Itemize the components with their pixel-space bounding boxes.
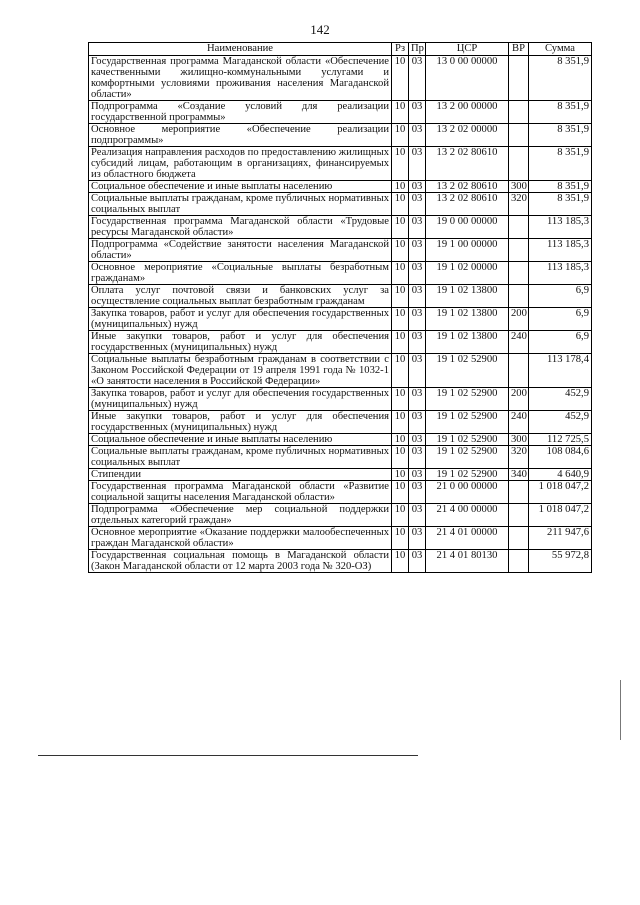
cell-pr: 03 bbox=[409, 308, 426, 331]
table-row bbox=[89, 446, 592, 469]
cell-pr: 03 bbox=[409, 354, 426, 388]
cell-pr: 03 bbox=[409, 147, 426, 181]
cell-pr: 03 bbox=[409, 331, 426, 354]
cell-csr: 19 1 02 52900 bbox=[426, 411, 509, 434]
cell-pr: 03 bbox=[409, 239, 426, 262]
cell-csr: 13 2 02 80610 bbox=[426, 181, 509, 193]
table-row bbox=[89, 469, 592, 481]
cell-name: Основное мероприятие «Обеспечение реализации подпрограммы» bbox=[89, 124, 392, 147]
cell-vr bbox=[509, 216, 529, 239]
cell-sum: 113 185,3 bbox=[529, 239, 592, 262]
cell-name: Подпрограмма «Содействие занятости населения Магаданской области» bbox=[89, 239, 392, 262]
cell-rz: 10 bbox=[392, 285, 409, 308]
header-pr: Пр bbox=[409, 43, 426, 56]
cell-csr: 13 2 00 00000 bbox=[426, 101, 509, 124]
cell-pr: 03 bbox=[409, 481, 426, 504]
cell-rz: 10 bbox=[392, 239, 409, 262]
cell-sum: 8 351,9 bbox=[529, 101, 592, 124]
cell-pr: 03 bbox=[409, 388, 426, 411]
cell-pr: 03 bbox=[409, 285, 426, 308]
table-row bbox=[89, 434, 592, 446]
cell-rz: 10 bbox=[392, 331, 409, 354]
cell-rz: 10 bbox=[392, 262, 409, 285]
cell-csr: 19 1 02 13800 bbox=[426, 331, 509, 354]
cell-name: Государственная программа Магаданской области «Развитие социальной защиты населения Магаданской области» bbox=[89, 481, 392, 504]
cell-pr: 03 bbox=[409, 550, 426, 573]
cell-name: Социальное обеспечение и иные выплаты населению bbox=[89, 181, 392, 193]
footer-divider bbox=[38, 755, 418, 756]
cell-name: Подпрограмма «Обеспечение мер социальной поддержки отдельных категорий граждан» bbox=[89, 504, 392, 527]
cell-csr: 19 1 02 13800 bbox=[426, 285, 509, 308]
cell-pr: 03 bbox=[409, 56, 426, 101]
cell-name: Государственная программа Магаданской области «Обеспечение качественными жилищно-коммунальными услугами и комфортными условиями проживания населения Магаданской области» bbox=[89, 56, 392, 101]
cell-vr: 320 bbox=[509, 193, 529, 216]
cell-vr bbox=[509, 56, 529, 101]
cell-sum: 8 351,9 bbox=[529, 193, 592, 216]
table-row bbox=[89, 147, 592, 181]
cell-sum: 6,9 bbox=[529, 308, 592, 331]
cell-vr bbox=[509, 101, 529, 124]
cell-rz: 10 bbox=[392, 388, 409, 411]
cell-vr: 200 bbox=[509, 388, 529, 411]
header-sum: Сумма bbox=[529, 43, 592, 56]
cell-name: Социальные выплаты гражданам, кроме публичных нормативных социальных выплат bbox=[89, 446, 392, 469]
cell-rz: 10 bbox=[392, 481, 409, 504]
cell-csr: 19 1 02 52900 bbox=[426, 354, 509, 388]
cell-sum: 113 185,3 bbox=[529, 216, 592, 239]
cell-sum: 8 351,9 bbox=[529, 147, 592, 181]
cell-name: Социальные выплаты гражданам, кроме публичных нормативных социальных выплат bbox=[89, 193, 392, 216]
cell-sum: 452,9 bbox=[529, 388, 592, 411]
cell-rz: 10 bbox=[392, 354, 409, 388]
cell-pr: 03 bbox=[409, 193, 426, 216]
cell-csr: 19 1 02 52900 bbox=[426, 469, 509, 481]
cell-pr: 03 bbox=[409, 124, 426, 147]
header-vr: ВР bbox=[509, 43, 529, 56]
cell-name: Социальные выплаты безработным гражданам в соответствии с Законом Российской Федерации от 19 апреля 1991 года № 1032-1 «О занятости населения в Российской Федерации» bbox=[89, 354, 392, 388]
table-header-row bbox=[89, 43, 592, 56]
cell-rz: 10 bbox=[392, 56, 409, 101]
cell-name: Государственная программа Магаданской области «Трудовые ресурсы Магаданской области» bbox=[89, 216, 392, 239]
cell-pr: 03 bbox=[409, 262, 426, 285]
cell-name: Закупка товаров, работ и услуг для обеспечения государственных (муниципальных) нужд bbox=[89, 308, 392, 331]
cell-name: Иные закупки товаров, работ и услуг для обеспечения государственных (муниципальных) нужд bbox=[89, 331, 392, 354]
cell-pr: 03 bbox=[409, 216, 426, 239]
cell-csr: 19 1 02 52900 bbox=[426, 434, 509, 446]
cell-vr bbox=[509, 147, 529, 181]
cell-vr: 200 bbox=[509, 308, 529, 331]
table-row bbox=[89, 239, 592, 262]
cell-vr: 340 bbox=[509, 469, 529, 481]
cell-rz: 10 bbox=[392, 434, 409, 446]
cell-csr: 19 1 02 00000 bbox=[426, 262, 509, 285]
cell-rz: 10 bbox=[392, 193, 409, 216]
cell-rz: 10 bbox=[392, 550, 409, 573]
table-row bbox=[89, 388, 592, 411]
table-row bbox=[89, 193, 592, 216]
cell-name: Закупка товаров, работ и услуг для обеспечения государственных (муниципальных) нужд bbox=[89, 388, 392, 411]
header-csr: ЦСР bbox=[426, 43, 509, 56]
table-row bbox=[89, 354, 592, 388]
cell-pr: 03 bbox=[409, 504, 426, 527]
cell-csr: 19 0 00 00000 bbox=[426, 216, 509, 239]
cell-vr bbox=[509, 527, 529, 550]
cell-csr: 21 4 01 00000 bbox=[426, 527, 509, 550]
table-body bbox=[89, 56, 592, 573]
cell-vr bbox=[509, 262, 529, 285]
budget-table bbox=[88, 42, 592, 573]
cell-csr: 13 0 00 00000 bbox=[426, 56, 509, 101]
cell-rz: 10 bbox=[392, 469, 409, 481]
cell-csr: 19 1 02 13800 bbox=[426, 308, 509, 331]
cell-sum: 8 351,9 bbox=[529, 124, 592, 147]
cell-vr bbox=[509, 124, 529, 147]
cell-rz: 10 bbox=[392, 527, 409, 550]
cell-sum: 55 972,8 bbox=[529, 550, 592, 573]
table-row bbox=[89, 550, 592, 573]
cell-vr: 240 bbox=[509, 411, 529, 434]
page-number: 142 bbox=[310, 22, 330, 37]
table-row bbox=[89, 285, 592, 308]
cell-pr: 03 bbox=[409, 181, 426, 193]
cell-sum: 4 640,9 bbox=[529, 469, 592, 481]
table-row bbox=[89, 56, 592, 101]
cell-sum: 452,9 bbox=[529, 411, 592, 434]
header-rz: Рз bbox=[392, 43, 409, 56]
table-row bbox=[89, 262, 592, 285]
cell-sum: 8 351,9 bbox=[529, 181, 592, 193]
table-row bbox=[89, 331, 592, 354]
cell-name: Иные закупки товаров, работ и услуг для обеспечения государственных (муниципальных) нужд bbox=[89, 411, 392, 434]
cell-pr: 03 bbox=[409, 446, 426, 469]
cell-rz: 10 bbox=[392, 446, 409, 469]
table-row bbox=[89, 181, 592, 193]
cell-sum: 1 018 047,2 bbox=[529, 504, 592, 527]
cell-pr: 03 bbox=[409, 434, 426, 446]
cell-name: Реализация направления расходов по предоставлению жилищных субсидий лицам, работающим в организациях, финансируемых из областного бюджета bbox=[89, 147, 392, 181]
table-row bbox=[89, 124, 592, 147]
cell-sum: 6,9 bbox=[529, 285, 592, 308]
cell-vr: 300 bbox=[509, 434, 529, 446]
margin-mark bbox=[620, 680, 621, 740]
table-row bbox=[89, 411, 592, 434]
cell-sum: 211 947,6 bbox=[529, 527, 592, 550]
table-row bbox=[89, 481, 592, 504]
cell-name: Социальное обеспечение и иные выплаты населению bbox=[89, 434, 392, 446]
cell-vr bbox=[509, 504, 529, 527]
cell-csr: 19 1 00 00000 bbox=[426, 239, 509, 262]
table-row bbox=[89, 101, 592, 124]
cell-name: Оплата услуг почтовой связи и банковских услуг за осуществление социальных выплат безработным гражданам bbox=[89, 285, 392, 308]
cell-vr: 300 bbox=[509, 181, 529, 193]
cell-csr: 13 2 02 80610 bbox=[426, 193, 509, 216]
cell-rz: 10 bbox=[392, 308, 409, 331]
cell-csr: 13 2 02 00000 bbox=[426, 124, 509, 147]
cell-sum: 8 351,9 bbox=[529, 56, 592, 101]
cell-csr: 13 2 02 80610 bbox=[426, 147, 509, 181]
cell-vr: 320 bbox=[509, 446, 529, 469]
cell-csr: 21 4 00 00000 bbox=[426, 504, 509, 527]
table-row bbox=[89, 527, 592, 550]
cell-rz: 10 bbox=[392, 147, 409, 181]
cell-vr bbox=[509, 481, 529, 504]
cell-rz: 10 bbox=[392, 101, 409, 124]
cell-name: Основное мероприятие «Социальные выплаты безработным гражданам» bbox=[89, 262, 392, 285]
cell-rz: 10 bbox=[392, 216, 409, 239]
cell-pr: 03 bbox=[409, 101, 426, 124]
cell-pr: 03 bbox=[409, 527, 426, 550]
cell-name: Стипендии bbox=[89, 469, 392, 481]
cell-sum: 112 725,5 bbox=[529, 434, 592, 446]
cell-csr: 21 0 00 00000 bbox=[426, 481, 509, 504]
cell-sum: 1 018 047,2 bbox=[529, 481, 592, 504]
header-name: Наименование bbox=[89, 43, 392, 56]
cell-rz: 10 bbox=[392, 181, 409, 193]
cell-pr: 03 bbox=[409, 469, 426, 481]
cell-rz: 10 bbox=[392, 124, 409, 147]
cell-name: Подпрограмма «Создание условий для реализации государственной программы» bbox=[89, 101, 392, 124]
cell-vr bbox=[509, 239, 529, 262]
cell-csr: 21 4 01 80130 bbox=[426, 550, 509, 573]
cell-sum: 6,9 bbox=[529, 331, 592, 354]
cell-sum: 113 185,3 bbox=[529, 262, 592, 285]
cell-vr: 240 bbox=[509, 331, 529, 354]
cell-pr: 03 bbox=[409, 411, 426, 434]
cell-csr: 19 1 02 52900 bbox=[426, 446, 509, 469]
table-row bbox=[89, 504, 592, 527]
cell-sum: 108 084,6 bbox=[529, 446, 592, 469]
cell-rz: 10 bbox=[392, 504, 409, 527]
cell-name: Основное мероприятие «Оказание поддержки малообеспеченных граждан Магаданской области» bbox=[89, 527, 392, 550]
cell-vr bbox=[509, 354, 529, 388]
cell-sum: 113 178,4 bbox=[529, 354, 592, 388]
cell-vr bbox=[509, 550, 529, 573]
cell-vr bbox=[509, 285, 529, 308]
cell-name: Государственная социальная помощь в Магаданской области (Закон Магаданской области от 12 марта 2003 года № 320-ОЗ) bbox=[89, 550, 392, 573]
table-row bbox=[89, 308, 592, 331]
cell-rz: 10 bbox=[392, 411, 409, 434]
cell-csr: 19 1 02 52900 bbox=[426, 388, 509, 411]
table-row bbox=[89, 216, 592, 239]
